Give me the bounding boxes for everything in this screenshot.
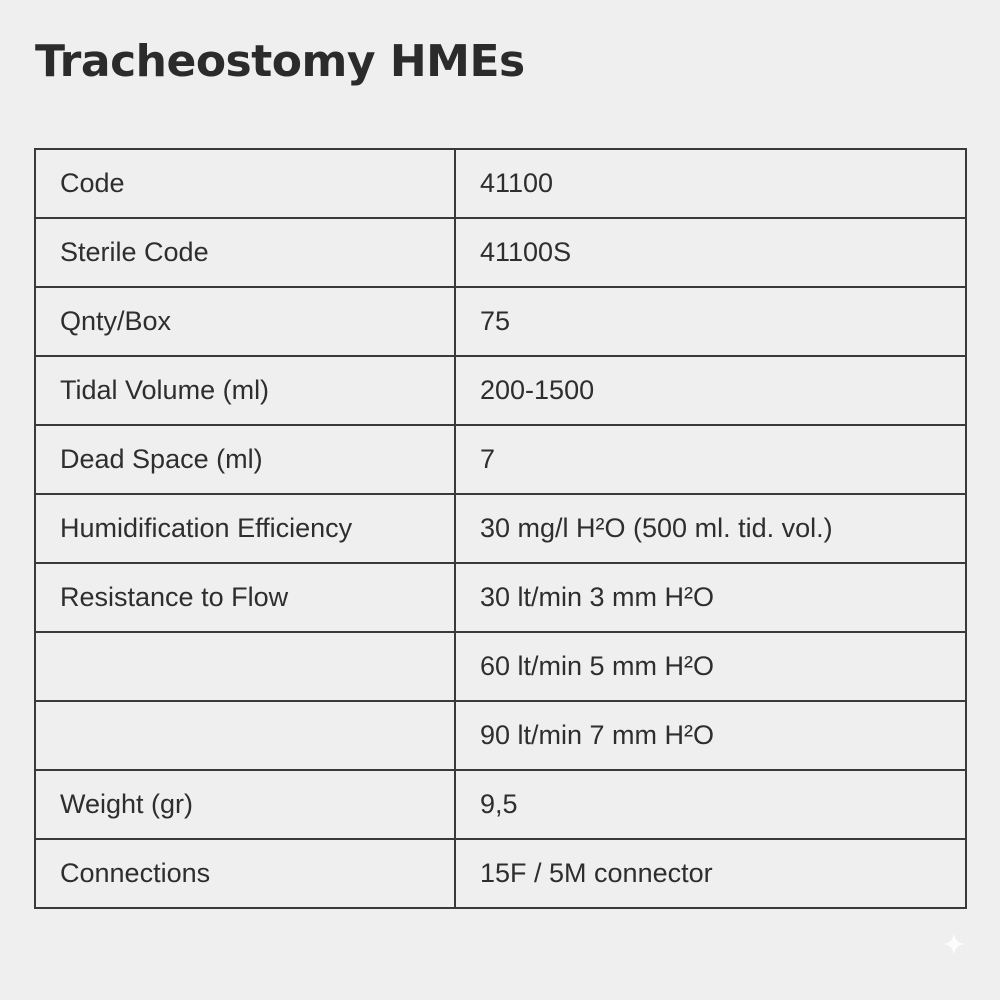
spec-value: 30 mg/l H²O (500 ml. tid. vol.) <box>455 494 966 563</box>
spec-value: 41100 <box>455 149 966 218</box>
spec-label: Tidal Volume (ml) <box>35 356 455 425</box>
spec-value: 200-1500 <box>455 356 966 425</box>
page-title: Tracheostomy HMEs <box>35 36 525 87</box>
table-row <box>35 494 966 563</box>
spec-label: Sterile Code <box>35 218 455 287</box>
spec-value: 7 <box>455 425 966 494</box>
sparkle-icon <box>942 932 966 956</box>
table-row <box>35 563 966 632</box>
table-row <box>35 632 966 701</box>
table-row <box>35 770 966 839</box>
table-row <box>35 287 966 356</box>
spec-value: 60 lt/min 5 mm H²O <box>455 632 966 701</box>
table-row <box>35 839 966 908</box>
spec-value: 41100S <box>455 218 966 287</box>
spec-label: Qnty/Box <box>35 287 455 356</box>
table-row <box>35 701 966 770</box>
spec-value: 90 lt/min 7 mm H²O <box>455 701 966 770</box>
spec-label: Code <box>35 149 455 218</box>
spec-label: Weight (gr) <box>35 770 455 839</box>
spec-label: Dead Space (ml) <box>35 425 455 494</box>
spec-value: 9,5 <box>455 770 966 839</box>
spec-value: 30 lt/min 3 mm H²O <box>455 563 966 632</box>
spec-label <box>35 632 455 701</box>
spec-label: Humidification Efficiency <box>35 494 455 563</box>
table-row <box>35 425 966 494</box>
spec-table <box>34 148 967 909</box>
spec-value: 15F / 5M connector <box>455 839 966 908</box>
spec-label: Connections <box>35 839 455 908</box>
table-row <box>35 356 966 425</box>
spec-label <box>35 701 455 770</box>
spec-value: 75 <box>455 287 966 356</box>
table-row <box>35 218 966 287</box>
table-row <box>35 149 966 218</box>
spec-label: Resistance to Flow <box>35 563 455 632</box>
